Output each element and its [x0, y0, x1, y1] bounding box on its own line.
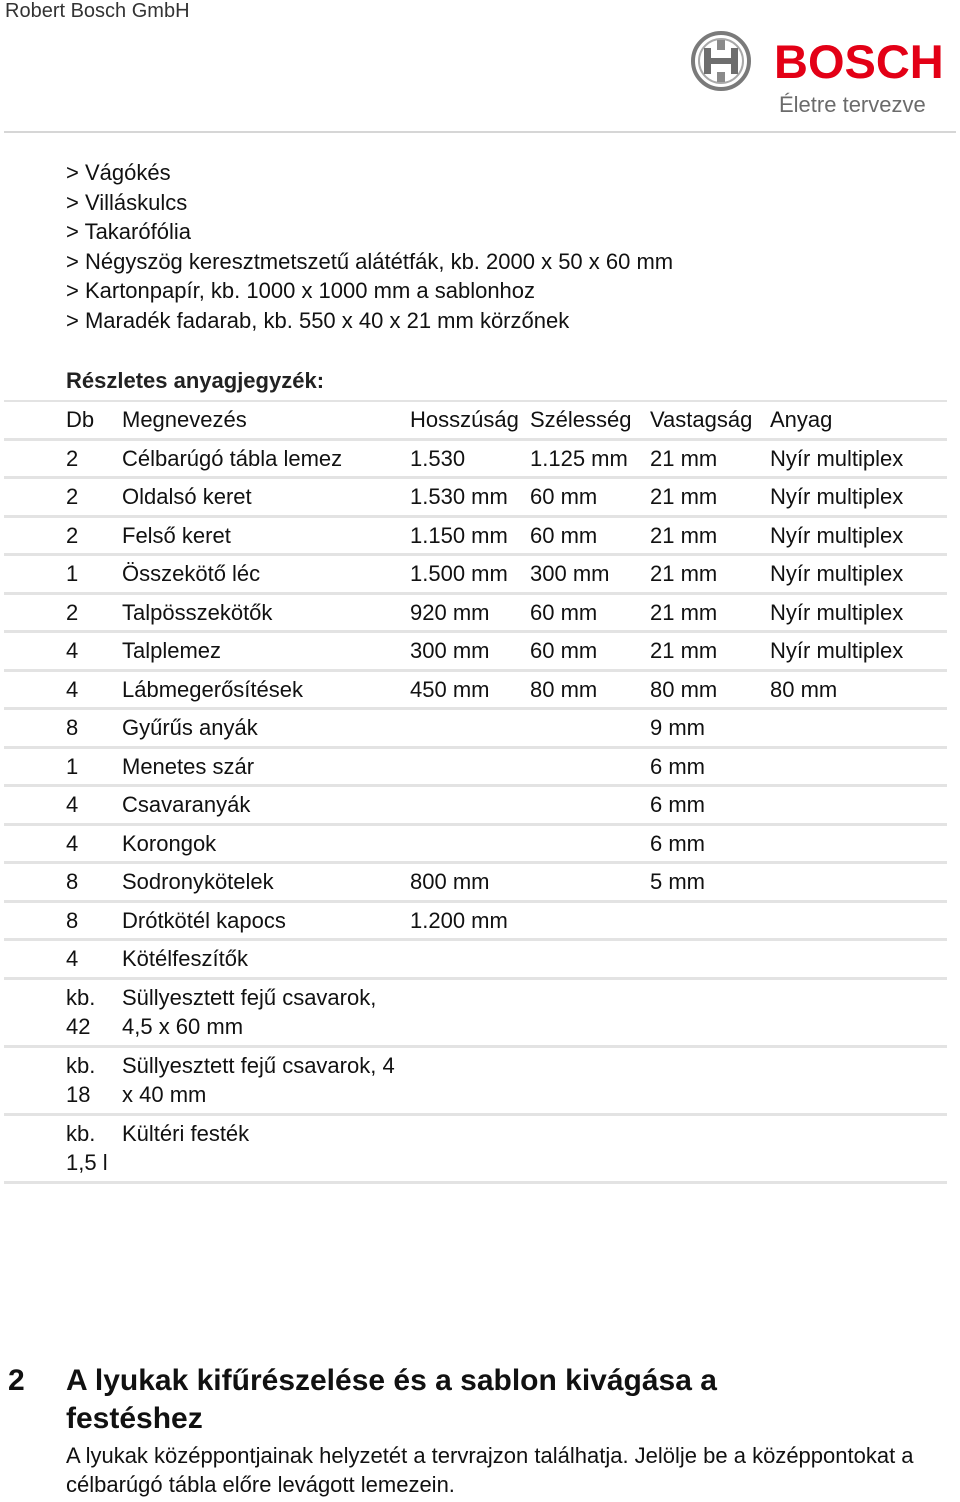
table-cell: 21 mm [650, 478, 770, 517]
table-cell [410, 1046, 530, 1114]
table-cell [770, 747, 947, 786]
table-cell: Nyír multiplex [770, 439, 947, 478]
table-cell: 60 mm [530, 593, 650, 632]
table-cell: 800 mm [410, 863, 530, 902]
table-cell [530, 1046, 650, 1114]
table-row [4, 709, 947, 748]
table-cell [650, 901, 770, 940]
table-cell [410, 824, 530, 863]
table-cell: 6 mm [650, 786, 770, 825]
column-header: Hosszúság [410, 401, 530, 439]
table-cell: Süllyesztett fejű csavarok, 4 x 40 mm [122, 1046, 410, 1114]
table-cell: 1 [4, 555, 122, 594]
table-cell [530, 940, 650, 979]
table-cell: 21 mm [650, 593, 770, 632]
column-header: Anyag [770, 401, 947, 439]
table-cell [410, 940, 530, 979]
table-row [4, 1114, 947, 1182]
table-cell: 1.150 mm [410, 516, 530, 555]
table-cell: 450 mm [410, 670, 530, 709]
table-cell: 1.530 mm [410, 478, 530, 517]
bill-of-materials-table [4, 400, 947, 1184]
table-cell: 4 [4, 632, 122, 671]
table-cell: 60 mm [530, 632, 650, 671]
table-row [4, 978, 947, 1046]
table-cell: 4 [4, 670, 122, 709]
column-header: Vastagság [650, 401, 770, 439]
table-cell: 1.530 [410, 439, 530, 478]
table-cell: 60 mm [530, 516, 650, 555]
chapter-number: 2 [8, 1364, 25, 1397]
table-cell [410, 709, 530, 748]
table-row [4, 516, 947, 555]
table-row [4, 593, 947, 632]
table-cell: Kültéri festék [122, 1114, 410, 1182]
table-cell: 80 mm [770, 670, 947, 709]
brand-tagline: Életre tervezve [779, 92, 926, 117]
table-cell: Nyír multiplex [770, 555, 947, 594]
bosch-armature-icon [690, 30, 752, 92]
table-cell: kb. 42 [4, 978, 122, 1046]
table-row [4, 1046, 947, 1114]
table-cell: 4 [4, 824, 122, 863]
table-cell: Összekötő léc [122, 555, 410, 594]
table-cell: 2 [4, 439, 122, 478]
table-cell: 1 [4, 747, 122, 786]
table-cell: Kötélfeszítők [122, 940, 410, 979]
column-header: Szélesség [530, 401, 650, 439]
list-item: > Kartonpapír, kb. 1000 x 1000 mm a sablonhoz [66, 278, 536, 303]
table-row [4, 824, 947, 863]
tools-list [66, 158, 673, 335]
table-cell: Gyűrűs anyák [122, 709, 410, 748]
table-cell: 4 [4, 786, 122, 825]
table-cell [770, 978, 947, 1046]
table-row [4, 747, 947, 786]
table-cell: Nyír multiplex [770, 632, 947, 671]
table-cell [530, 709, 650, 748]
table-cell [650, 940, 770, 979]
table-cell: 8 [4, 709, 122, 748]
table-row [4, 555, 947, 594]
table-cell [530, 747, 650, 786]
table-cell [530, 1114, 650, 1182]
table-cell [770, 940, 947, 979]
list-item: > Vágókés [66, 160, 171, 185]
bosch-logo [688, 28, 956, 122]
table-cell: 80 mm [530, 670, 650, 709]
table-cell [770, 901, 947, 940]
table-cell: 300 mm [410, 632, 530, 671]
table-cell: 1.200 mm [410, 901, 530, 940]
table-cell [650, 1114, 770, 1182]
table-cell: Sodronykötelek [122, 863, 410, 902]
chapter-text: A lyukak középpontjainak helyzetét a tervrajzon találhatja. Jelölje be a középpontokat a célbarúgó tábla előre levágott lemezein. [66, 1443, 914, 1497]
table-header-row [4, 401, 947, 439]
chapter-title: A lyukak kifűrészelése és a sablon kivágása a festéshez [66, 1364, 717, 1435]
table-row [4, 863, 947, 902]
table-cell [650, 978, 770, 1046]
table-cell: 920 mm [410, 593, 530, 632]
table-cell [770, 824, 947, 863]
table-cell: Nyír multiplex [770, 516, 947, 555]
table-cell [530, 824, 650, 863]
table-cell: 4 [4, 940, 122, 979]
table-cell: Korongok [122, 824, 410, 863]
table-cell [410, 786, 530, 825]
table-row [4, 478, 947, 517]
table-cell: 2 [4, 516, 122, 555]
table-row [4, 439, 947, 478]
table-cell: kb. 1,5 l [4, 1114, 122, 1182]
table-cell [530, 901, 650, 940]
table-cell: Drótkötél kapocs [122, 901, 410, 940]
table-cell: Nyír multiplex [770, 478, 947, 517]
table-cell: 60 mm [530, 478, 650, 517]
table-cell: 8 [4, 901, 122, 940]
table-row [4, 901, 947, 940]
list-item: > Villáskulcs [66, 189, 188, 215]
table-cell [770, 1114, 947, 1182]
company-name: Robert Bosch GmbH [5, 0, 190, 22]
table-cell: 21 mm [650, 555, 770, 594]
list-item: > Maradék fadarab, kb. 550 x 40 x 21 mm körzőnek [66, 307, 570, 333]
table-cell: 300 mm [530, 555, 650, 594]
table-cell [770, 863, 947, 902]
table-cell: Süllyesztett fejű csavarok, 4,5 x 60 mm [122, 978, 410, 1046]
table-cell [770, 709, 947, 748]
brand-name: BOSCH [774, 35, 944, 88]
table-row [4, 632, 947, 671]
table-cell [770, 1046, 947, 1114]
table-cell: 8 [4, 863, 122, 902]
table-cell: Menetes szár [122, 747, 410, 786]
table-cell [410, 747, 530, 786]
table-cell: 6 mm [650, 747, 770, 786]
table-row [4, 940, 947, 979]
table-cell: kb. 18 [4, 1046, 122, 1114]
table-cell: 9 mm [650, 709, 770, 748]
table-cell: 2 [4, 478, 122, 517]
table-row [4, 786, 947, 825]
table-cell: 2 [4, 593, 122, 632]
column-header: Db [4, 401, 122, 439]
column-header: Megnevezés [122, 401, 410, 439]
table-cell [410, 978, 530, 1046]
table-cell: 21 mm [650, 516, 770, 555]
bom-title: Részletes anyagjegyzék: [66, 368, 325, 393]
table-cell [530, 863, 650, 902]
table-cell: 5 mm [650, 863, 770, 902]
table-cell [650, 1046, 770, 1114]
table-cell: Lábmegerősítések [122, 670, 410, 709]
list-item: > Négyszög keresztmetszetű alátétfák, kb. 2000 x 50 x 60 mm [66, 248, 674, 274]
table-cell: Oldalsó keret [122, 478, 410, 517]
table-cell: 21 mm [650, 632, 770, 671]
table-cell [410, 1114, 530, 1182]
list-item: > Takarófólia [66, 219, 191, 244]
table-cell [530, 786, 650, 825]
table-cell: Nyír multiplex [770, 593, 947, 632]
table-cell: Talplemez [122, 632, 410, 671]
table-cell: Csavaranyák [122, 786, 410, 825]
table-row [4, 670, 947, 709]
table-cell [530, 978, 650, 1046]
table-cell: 1.125 mm [530, 439, 650, 478]
table-cell: Célbarúgó tábla lemez [122, 439, 410, 478]
table-cell: 1.500 mm [410, 555, 530, 594]
table-cell: 6 mm [650, 824, 770, 863]
table-cell: 80 mm [650, 670, 770, 709]
header-divider [4, 131, 956, 133]
table-cell: 21 mm [650, 439, 770, 478]
table-cell [770, 786, 947, 825]
table-cell: Talpösszekötők [122, 593, 410, 632]
table-cell: Felső keret [122, 516, 410, 555]
